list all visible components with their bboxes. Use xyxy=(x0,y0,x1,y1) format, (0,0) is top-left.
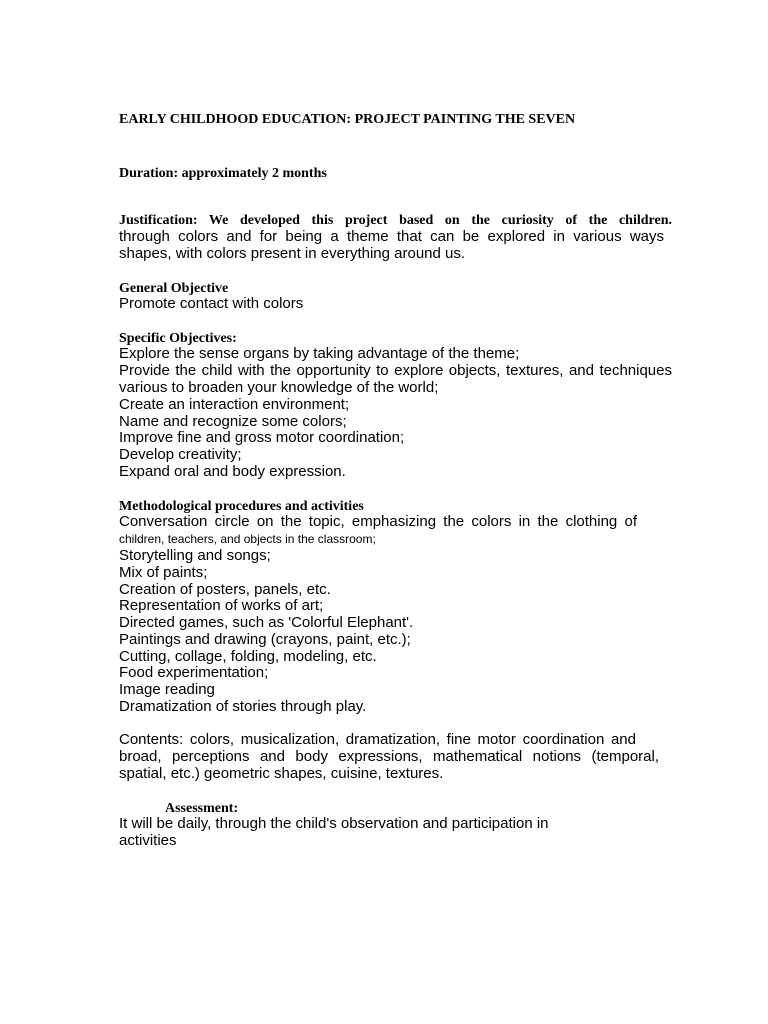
contents-line-2: broad, perceptions and body expressions, mathematical notions (temporal, xyxy=(119,748,659,765)
duration-line: Duration: approximately 2 months xyxy=(119,166,327,181)
justification-line-2: through colors and for being a theme that can be explored in various ways xyxy=(119,228,664,245)
justification-line-3: shapes, with colors present in everything around us. xyxy=(119,245,466,262)
specific-objective-item: Explore the sense organs by taking advantage of the theme; xyxy=(119,345,520,362)
specific-objective-item: Develop creativity; xyxy=(119,446,242,463)
specific-objective-item: Improve fine and gross motor coordination; xyxy=(119,429,405,446)
methodology-item-continued: children, teachers, and objects in the classroom; xyxy=(119,532,376,546)
assessment-heading: Assessment: xyxy=(165,801,239,816)
methodology-item: Image reading xyxy=(119,681,215,698)
methodology-item: Creation of posters, panels, etc. xyxy=(119,581,331,598)
specific-objective-item: Name and recognize some colors; xyxy=(119,413,347,430)
contents-line-3: spatial, etc.) geometric shapes, cuisine, textures. xyxy=(119,765,444,782)
justification-lead: Justification: We developed this project based on the curiosity of the children. xyxy=(119,213,672,228)
methodology-item: Paintings and drawing (crayons, paint, etc.); xyxy=(119,631,411,648)
general-objective-heading: General Objective xyxy=(119,281,229,296)
methodology-item: Storytelling and songs; xyxy=(119,547,271,564)
contents-line-1: Contents: colors, musicalization, dramatization, fine motor coordination and xyxy=(119,731,636,748)
methodology-item: Conversation circle on the topic, emphasizing the colors in the clothing of xyxy=(119,513,637,530)
methodology-heading: Methodological procedures and activities xyxy=(119,499,364,514)
specific-objective-item: Create an interaction environment; xyxy=(119,396,350,413)
methodology-item: Directed games, such as 'Colorful Elephant'. xyxy=(119,614,414,631)
specific-objective-item: Expand oral and body expression. xyxy=(119,463,346,480)
specific-objective-item: Provide the child with the opportunity to explore objects, textures, and techniques xyxy=(119,362,672,379)
methodology-item: Mix of paints; xyxy=(119,564,208,581)
methodology-item: Cutting, collage, folding, modeling, etc. xyxy=(119,648,377,665)
assessment-line-1: It will be daily, through the child's observation and participation in xyxy=(119,815,549,832)
document-title: EARLY CHILDHOOD EDUCATION: PROJECT PAINTING THE SEVEN xyxy=(119,112,576,127)
methodology-item: Food experimentation; xyxy=(119,664,269,681)
specific-objective-item-continued: various to broaden your knowledge of the world; xyxy=(119,379,439,396)
specific-objectives-heading: Specific Objectives: xyxy=(119,331,237,346)
general-objective-text: Promote contact with colors xyxy=(119,295,304,312)
methodology-item: Representation of works of art; xyxy=(119,597,324,614)
assessment-line-2: activities xyxy=(119,832,177,849)
methodology-item: Dramatization of stories through play. xyxy=(119,698,367,715)
document-page xyxy=(119,0,672,1024)
